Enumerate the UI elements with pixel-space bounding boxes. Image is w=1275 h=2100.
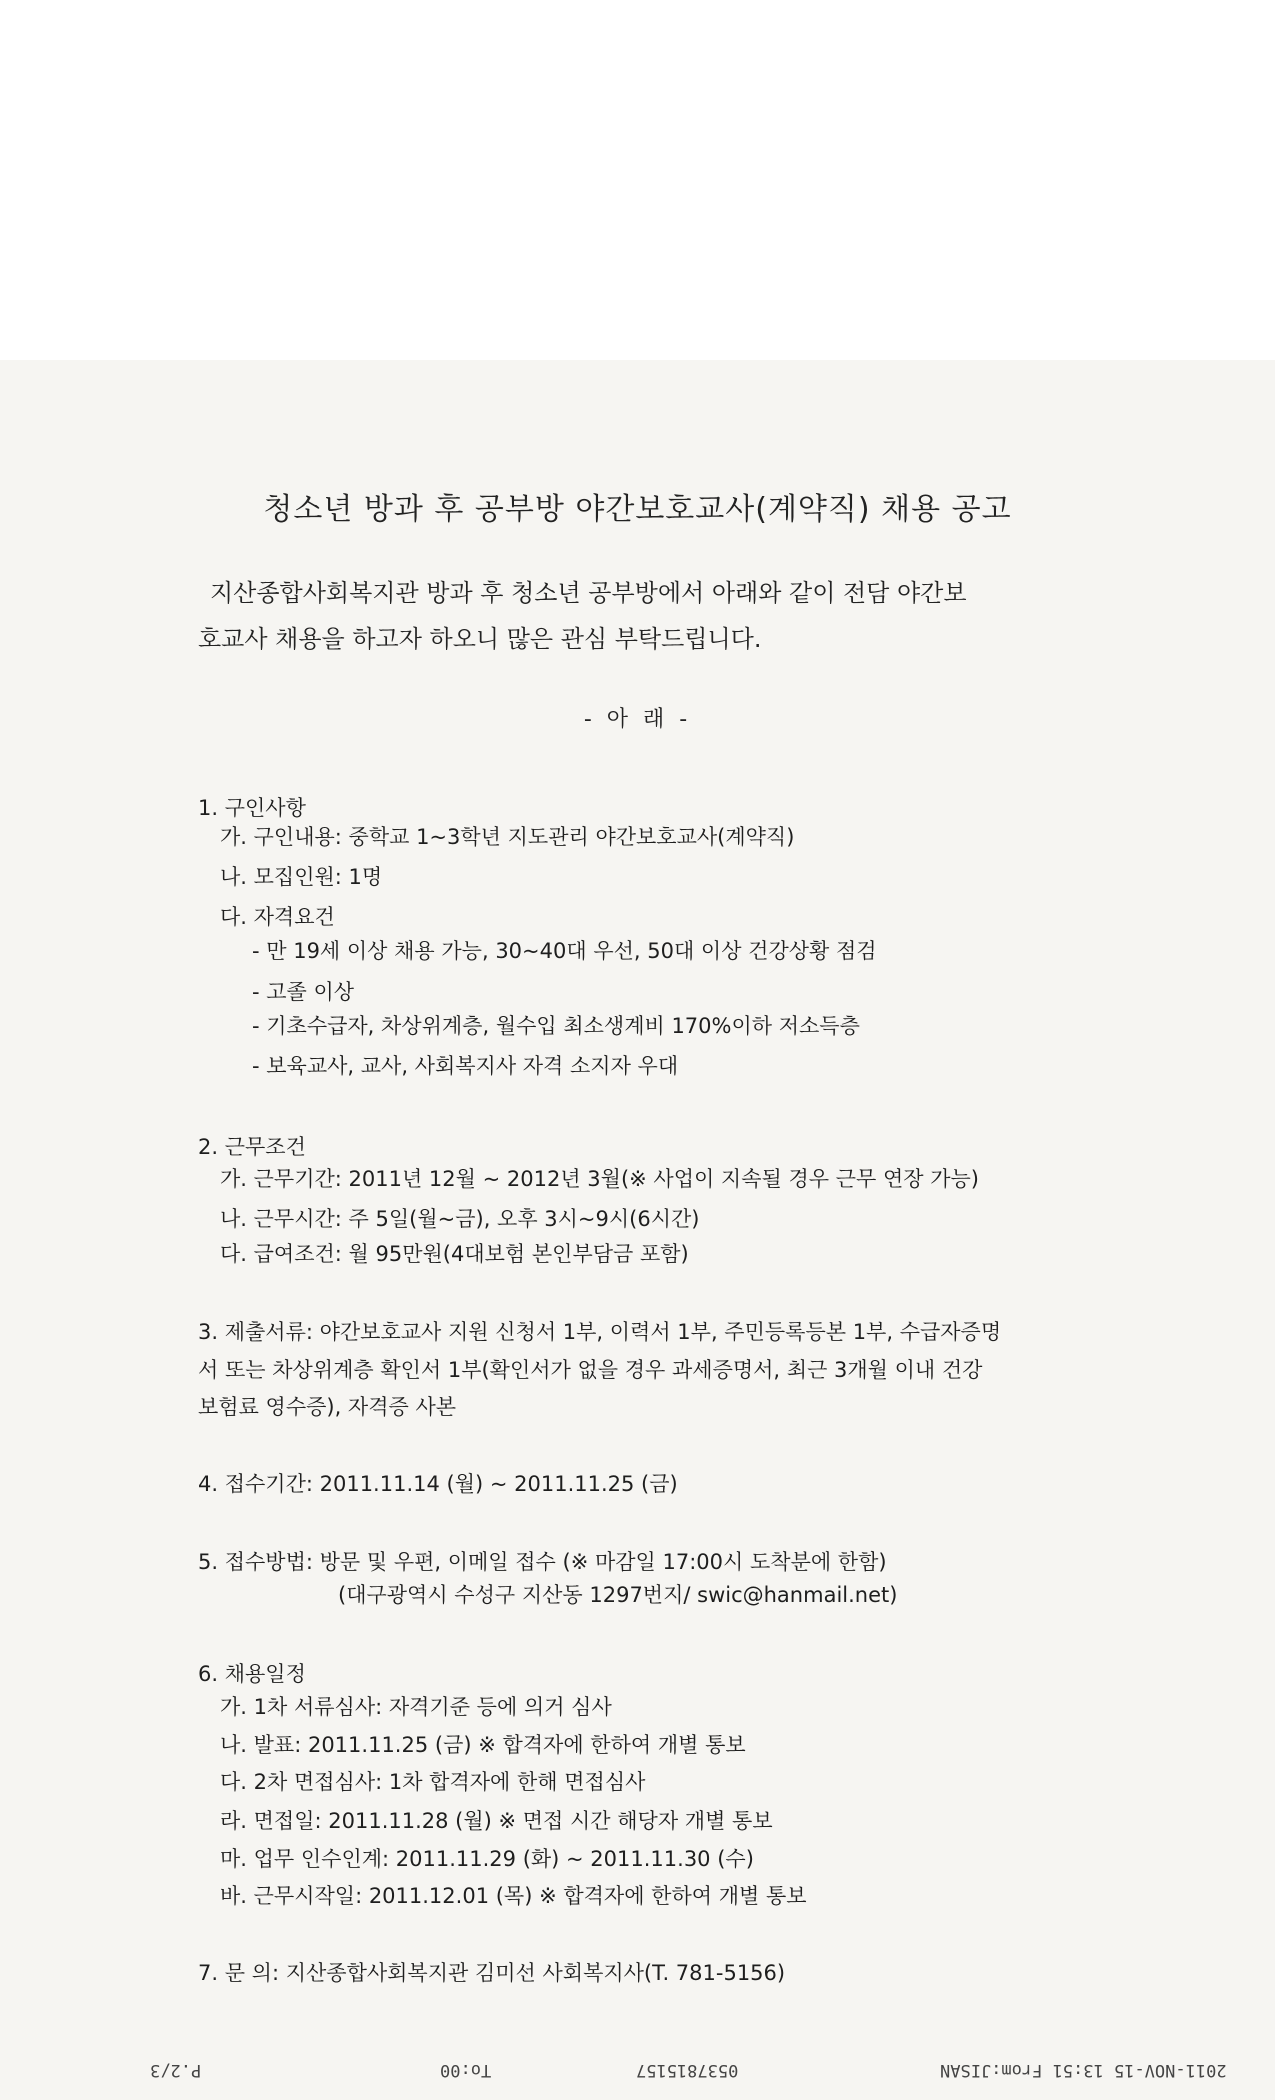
s2-item-c: 다. 급여조건: 월 95만원(4대보험 본인부담금 포함) <box>220 1242 689 1266</box>
intro-line-1: 지산종합사회복지관 방과 후 청소년 공부방에서 아래와 같이 전담 야간보 <box>210 579 967 607</box>
section-3-line-2: 서 또는 차상위계층 확인서 1부(확인서가 없을 경우 과세증명서, 최근 3개월 이내 건강 <box>198 1358 983 1382</box>
intro-paragraph <box>198 570 1148 662</box>
s1-qualification-2: - 고졸 이상 <box>252 980 355 1004</box>
section-6-heading: 6. 채용일정 <box>198 1662 306 1686</box>
s6-item-f: 바. 근무시작일: 2011.12.01 (목) ※ 합격자에 한하여 개별 통보 <box>220 1884 807 1908</box>
s2-item-b: 나. 근무시간: 주 5일(월~금), 오후 3시~9시(6시간) <box>220 1207 700 1231</box>
s2-item-a: 가. 근무기간: 2011년 12월 ~ 2012년 3월(※ 사업이 지속될 경우 근무 연장 가능) <box>220 1167 979 1191</box>
s1-item-b: 나. 모집인원: 1명 <box>220 865 383 889</box>
section-5-line-1: 5. 접수방법: 방문 및 우편, 이메일 접수 (※ 마감일 17:00시 도착분에 한함) <box>198 1550 887 1574</box>
s6-item-d: 라. 면접일: 2011.11.28 (월) ※ 면접 시간 해당자 개별 통보 <box>220 1809 773 1833</box>
section-7-line: 7. 문 의: 지산종합사회복지관 김미선 사회복지사(T. 781-5156) <box>198 1961 786 1985</box>
s1-qualification-1: - 만 19세 이상 채용 가능, 30~40대 우선, 50대 이상 건강상황 점검 <box>252 939 877 963</box>
section-divider-label: - 아 래 - <box>583 707 692 732</box>
page-title: 청소년 방과 후 공부방 야간보호교사(계약직) 채용 공고 <box>263 492 1012 527</box>
s6-item-c: 다. 2차 면접심사: 1차 합격자에 한해 면접심사 <box>220 1770 646 1794</box>
s1-item-c: 다. 자격요건 <box>220 905 335 929</box>
section-1-heading: 1. 구인사항 <box>198 796 306 820</box>
fax-header-text: 2011-NOV-15 13:51 From:JISAN <box>940 2060 1227 2080</box>
section-3-line-1: 3. 제출서류: 야간보호교사 지원 신청서 1부, 이력서 1부, 주민등록등본 1부, 수급자증명 <box>198 1320 1002 1344</box>
s1-qualification-4: - 보육교사, 교사, 사회복지사 자격 소지자 우대 <box>252 1054 679 1078</box>
s6-item-b: 나. 발표: 2011.11.25 (금) ※ 합격자에 한하여 개별 통보 <box>220 1733 746 1757</box>
fax-page-number: P.2/3 <box>150 2060 202 2080</box>
s6-item-a: 가. 1차 서류심사: 자격기준 등에 의거 심사 <box>220 1695 612 1719</box>
section-4-line: 4. 접수기간: 2011.11.14 (월) ~ 2011.11.25 (금) <box>198 1472 678 1496</box>
section-5-line-2: (대구광역시 수성구 지산동 1297번지/ swic@hanmail.net) <box>338 1583 898 1607</box>
section-2-heading: 2. 근무조건 <box>198 1135 306 1159</box>
s1-item-a: 가. 구인내용: 중학교 1~3학년 지도관리 야간보호교사(계약직) <box>220 825 795 849</box>
intro-line-2: 호교사 채용을 하고자 하오니 많은 관심 부탁드립니다. <box>198 625 762 653</box>
s1-qualification-3: - 기초수급자, 차상위계층, 월수입 최소생계비 170%이하 저소득층 <box>252 1014 860 1038</box>
section-3-line-3: 보험료 영수증), 자격증 사본 <box>198 1395 457 1419</box>
fax-to: To:00 <box>440 2060 492 2080</box>
fax-number: 0537815157 <box>636 2060 739 2080</box>
s6-item-e: 마. 업무 인수인계: 2011.11.29 (화) ~ 2011.11.30 (수) <box>220 1847 754 1871</box>
